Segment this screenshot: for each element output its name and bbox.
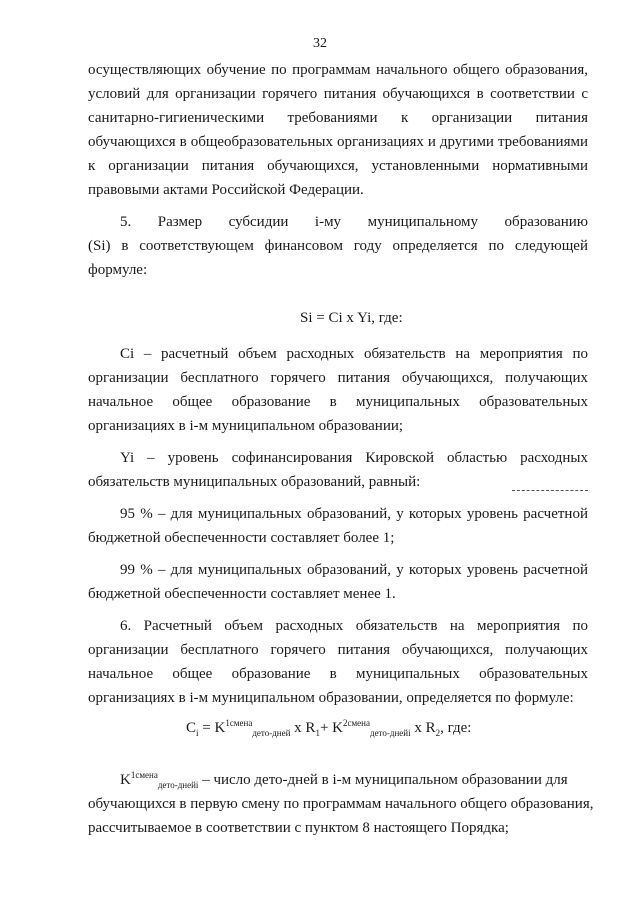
k-superscript: 1смена [130, 770, 158, 780]
f-tail: , где: [440, 720, 472, 736]
f-plus: + K [319, 720, 343, 736]
f-sup1: 1смена [225, 718, 253, 728]
text-line: организации бесплатного горячего питания обучающихся, получающих [88, 370, 588, 386]
text-line: организации бесплатного горячего питания обучающихся, получающих [88, 642, 588, 658]
text-line: рассчитываемое в соответствии с пунктом 8 настоящего Порядка; [88, 820, 509, 836]
dashed-mark [512, 490, 588, 491]
text-line: к организации питания обучающихся, установленными нормативными [88, 158, 588, 174]
formula-subsidy: Si = Ci x Yi, где: [300, 310, 403, 326]
text-line: число дето-дней в i-м муниципальном образовании для [213, 772, 568, 788]
text-line: организациях в i-м муниципальном образовании, определяется по формуле: [88, 690, 574, 706]
page-number: 32 [313, 36, 327, 51]
f-r1: 1 [315, 728, 320, 738]
f-r2: 2 [435, 728, 441, 738]
text-line: формуле: [88, 262, 148, 278]
f-sup2: 2смена [342, 718, 370, 728]
text-line: правовыми актами Российской Федерации. [88, 182, 364, 198]
text-line: 95 % – для муниципальных образований, у которых уровень расчетной [120, 506, 588, 522]
text-line: 6. Расчетный объем расходных обязательств на мероприятия по [120, 618, 588, 634]
f-x2: x R [410, 720, 436, 736]
k-subscript: дето-днейi [157, 780, 199, 790]
text-line: (Si) в соответствующем финансовом году определяется по следующей [88, 238, 588, 254]
text-line: условий для организации горячего питания обучающихся в соответствии с [88, 86, 588, 102]
text-line: санитарно-гигиеническими требованиями к организации питания [88, 110, 588, 126]
text-line: обязательств муниципальных образований, равный: [88, 474, 421, 490]
text-line: обучающихся в общеобразовательных организациях и другими требованиями [88, 134, 588, 150]
text-line: Yi – уровень софинансирования Кировской областью расходных [120, 450, 588, 466]
f-sub2: дето-днейi [369, 728, 411, 738]
f-x1: x R [290, 720, 316, 736]
f-i: i [196, 728, 199, 738]
k-term-line [120, 768, 588, 792]
text-line: бюджетной обеспеченности составляет менее 1. [88, 586, 396, 602]
text-line: обучающихся в первую смену по программам начального общего образования, [88, 796, 594, 812]
text-line: 99 % – для муниципальных образований, у которых уровень расчетной [120, 562, 588, 578]
text-line: организациях в i-м муниципальном образовании; [88, 418, 404, 434]
formula-expense [186, 720, 471, 737]
k-symbol: K [120, 772, 131, 788]
text-line: начальное общее образование в муниципальных образовательных [88, 394, 588, 410]
f-eq: = K [198, 720, 226, 736]
text-line: осуществляющих обучение по программам начального общего образования, [88, 62, 588, 78]
text-line: начальное общее образование в муниципальных образовательных [88, 666, 588, 682]
f-sub1: дето-дней [252, 728, 291, 738]
text-line: Ci – расчетный объем расходных обязательств на мероприятия по [120, 346, 588, 362]
text-line: 5. Размер субсидии i-му муниципальному образованию [120, 214, 588, 230]
text-line: бюджетной обеспеченности составляет более 1; [88, 530, 395, 546]
k-dash: – [198, 772, 214, 788]
f-c: C [186, 720, 197, 736]
